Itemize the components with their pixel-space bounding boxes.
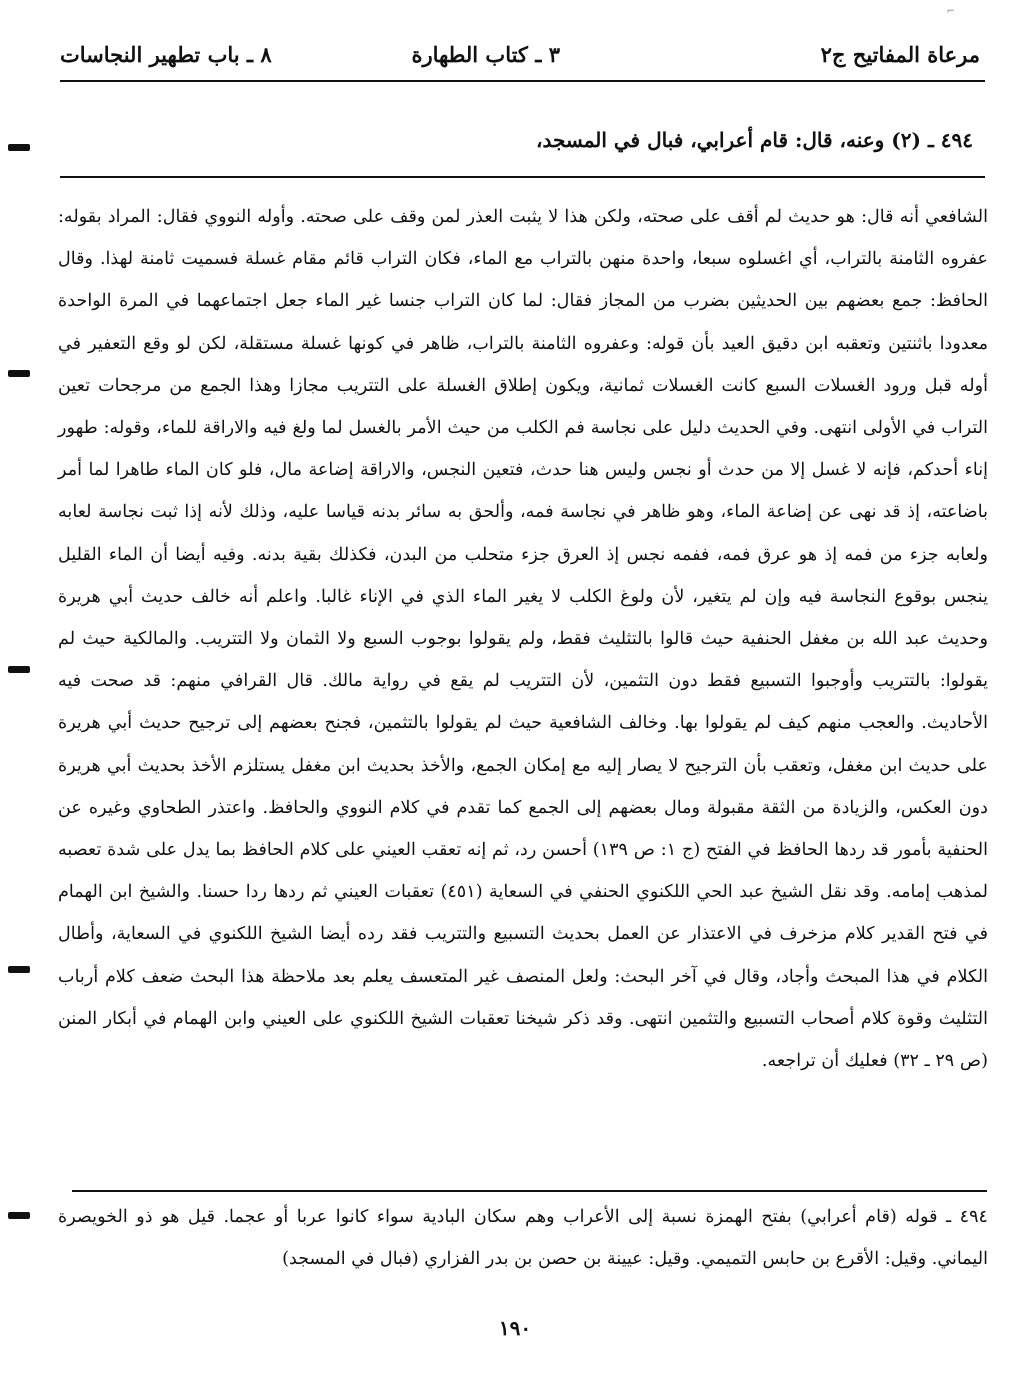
- header-rule: [60, 80, 985, 82]
- page-number: ١٩٠: [498, 1316, 532, 1340]
- footnote-rule: [72, 1190, 987, 1192]
- hadith-text: ٤٩٤ ـ (٢) وعنه، قال: قام أعرابي، فبال في المسجد،: [536, 128, 973, 152]
- margin-mark: [8, 966, 30, 973]
- margin-mark: [8, 144, 30, 151]
- header-book-section: ٣ ـ كتاب الطهارة: [411, 42, 560, 67]
- footnote: [58, 1196, 988, 1280]
- margin-mark: [8, 370, 30, 377]
- margin-mark: [8, 1212, 30, 1219]
- footnote-paragraph: ٤٩٤ ـ قوله (قام أعرابي) بفتح الهمزة نسبة إلى الأعراب وهم سكان البادية سواء كانوا عربا أو عجما. قيل هو ذو الخويصرة اليماني. وقيل: الأقرع بن حابس التميمي. وقيل: عيينة بن حصن بن بدر الفزاري (فبال في المسجد): [58, 1207, 988, 1269]
- header-chapter: ٨ ـ باب تطهير النجاسات: [60, 42, 272, 67]
- margin-mark: [8, 666, 30, 673]
- commentary-body: [58, 196, 988, 1082]
- hadith-rule: [60, 176, 985, 178]
- header-book-title: مرعاة المفاتيح ج٢: [820, 42, 980, 67]
- corner-mark: ⌐: [946, 6, 955, 17]
- commentary-paragraph: الشافعي أنه قال: هو حديث لم أقف على صحته، ولكن هذا لا يثبت العذر لمن وقف على صحته. وأوله النووي فقال: المراد بقوله: عفروه الثامنة بالتراب، أي اغسلوه سبعا، واحدة منهن بالتراب مع الماء، فكان التراب قائم مقام غسلة فسميت ثامنة لهذا. وقال الحافظ: جمع بعضهم بين الحديثين بضرب من المجاز فقال: لما كان التراب جنسا غير الماء جعل اجتماعهما في المرة الواحدة معدودا باثنتين وتعقبه ابن دقيق العيد بأن قوله: وعفروه الثامنة بالتراب، ظاهر في كونها غسلة مستقلة، لكن لو وقع التعفير في أوله قبل ورود الغسلات السبع كانت الغسلات ثمانية، ويكون إطلاق الغسلة على التتريب مجازا وهذا الجمع من مرجحات تعين التراب في الأولى انتهى. وفي الحديث دليل على نجاسة فم الكلب من حيث الأمر بالغسل لما ولغ فيه والاراقة للماء، وقوله: طهور إناء أحدكم، فإنه لا غسل إلا من حدث أو نجس وليس هنا حدث، فتعين النجس، والاراقة إضاعة مال، فلو كان الماء طاهرا لما أمر باضاعته، إذ قد نهى عن إضاعة الماء، وهو ظاهر في نجاسة فمه، وألحق به سائر بدنه قياسا عليه، وذلك لأنه إذا ثبت نجاسة لعابه ولعابه جزء من فمه إذ هو عرق فمه، ففمه نجس إذ العرق جزء متحلب من البدن، فكذلك بقية بدنه. وفيه أيضا أن الماء القليل ينجس بوقوع النجاسة فيه وإن لم يتغير، لأن ولوغ الكلب لا يغير الماء الذي في الإناء غالبا. واعلم أنه خالف حديث أبي هريرة وحديث عبد الله بن مغفل الحنفية حيث قالوا بالتثليث فقط، ولم يقولوا بوجوب السبع ولا الثمان ولا التتريب. والمالكية حيث لم يقولوا: بالتتريب وأوجبوا التسبيع فقط دون التثمين، لأن التتريب لم يقع في رواية مالك. قال القرافي منهم: قد صحت فيه الأحاديث. والعجب منهم كيف لم يقولوا بها. وخالف الشافعية حيث لم يقولوا بالتثمين، فجنح بعضهم إلى ترجيح حديث أبي هريرة على حديث ابن مغفل، وتعقب بأن الترجيح لا يصار إليه مع إمكان الجمع، والأخذ بحديث ابن مغفل يستلزم الأخذ بحديث أبي هريرة دون العكس، والزيادة من الثقة مقبولة ومال بعضهم إلى الجمع كما تقدم في كلام النووي والحافظ. واعتذر الطحاوي وغيره عن الحنفية بأمور قد ردها الحافظ في الفتح (ج ١: ص ١٣٩) أحسن رد، ثم إنه تعقب العيني على كلام الحافظ بما يدل على شدة تعصبه لمذهب إمامه. وقد نقل الشيخ عبد الحي اللكنوي الحنفي في السعاية (٤٥١) تعقبات العيني ثم ردها ردا حسنا. والشيخ ابن الهمام في فتح القدير كلام مزخرف في الاعتذار عن العمل بحديث التسبيع والتتريب فقد رده أيضا الشيخ اللكنوي في السعاية، وأطال الكلام في هذا المبحث وأجاد، وقال في آخر البحث: ولعل المنصف غير المتعسف يعلم بعد ملاحظة هذا البحث ضعف كلام أرباب التثليث وقوة كلام أصحاب التسبيع والتثمين انتهى. وقد ذكر شيخنا تعقبات الشيخ اللكنوي على العيني وابن الهمام في أبكار المنن (ص ٢٩ ـ ٣٢) فعليك أن تراجعه.: [58, 207, 988, 1072]
- running-header: [60, 38, 980, 78]
